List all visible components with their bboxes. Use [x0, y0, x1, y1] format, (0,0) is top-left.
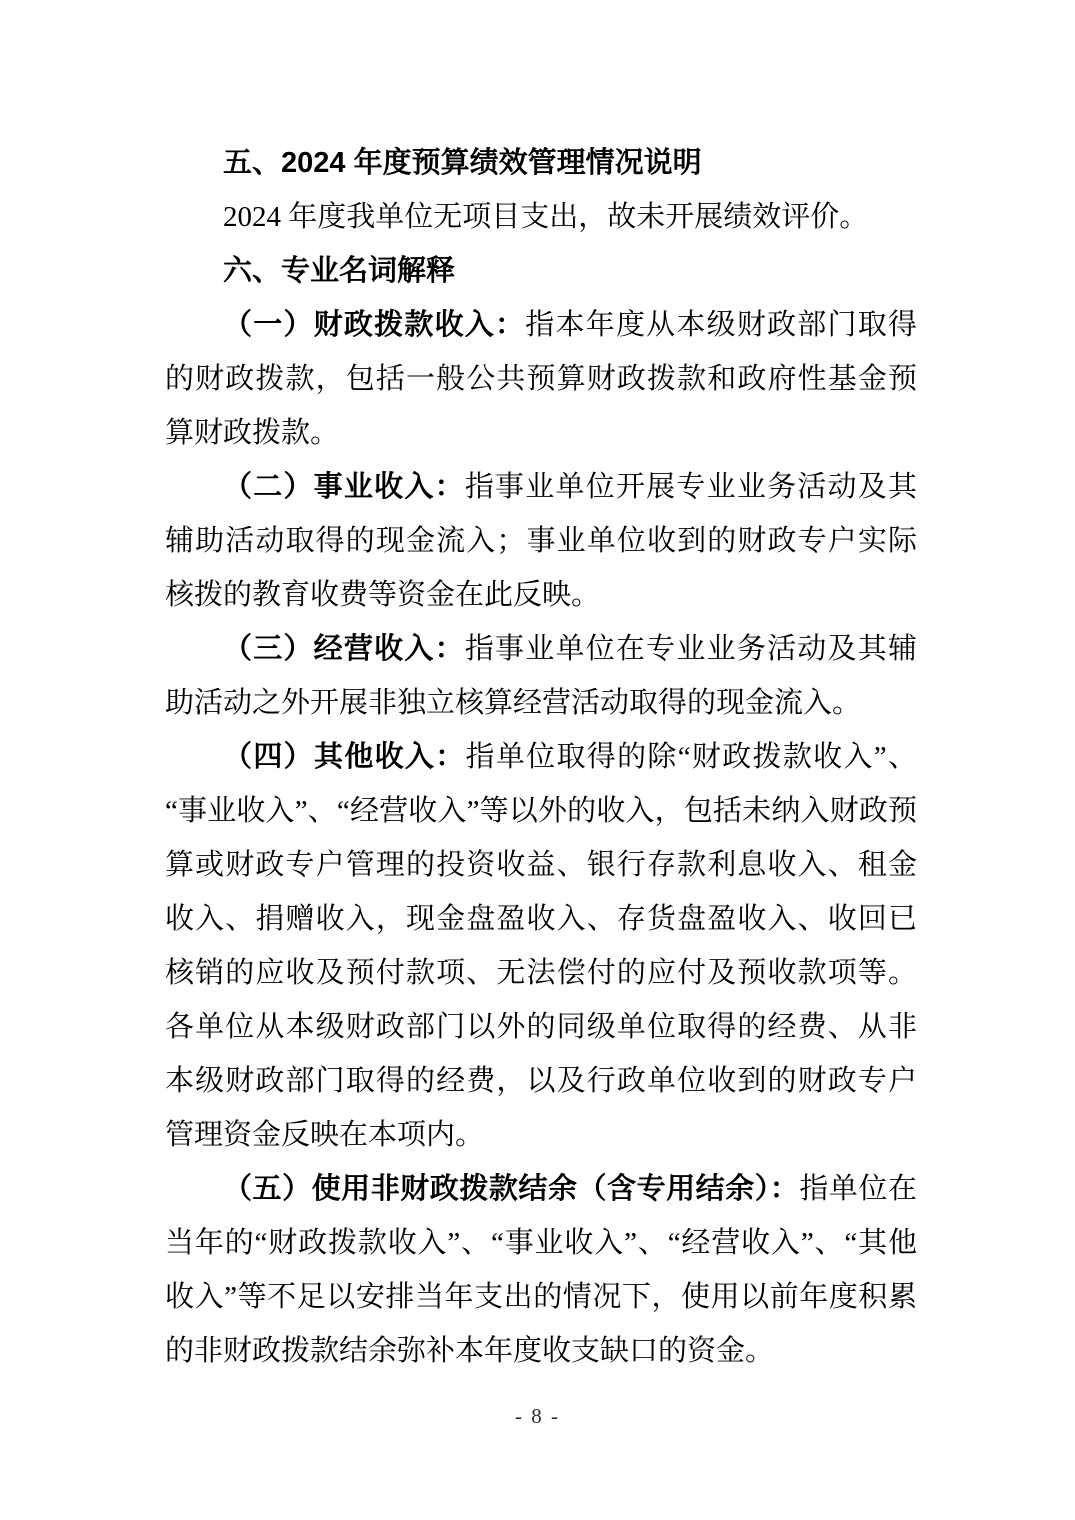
term-operating-service-income [165, 460, 917, 622]
term-non-fiscal-surplus [165, 1162, 917, 1378]
term-fiscal-appropriation-income-title: （一）财政拨款收入： [223, 309, 526, 341]
paragraph-performance-note: 2024 年度我单位无项目支出，故未开展绩效评价。 [223, 201, 869, 233]
section-heading-glossary: 六、专业名词解释 [223, 255, 456, 287]
document-body [165, 136, 917, 1378]
term-business-income [165, 622, 917, 730]
page-number: - 8 - [515, 1404, 560, 1428]
term-fiscal-appropriation-income [165, 298, 917, 460]
section-heading-performance: 五、2024 年度预算绩效管理情况说明 [223, 147, 702, 179]
term-business-income-title: （三）经营收入： [223, 633, 465, 665]
term-other-income-title: （四）其他收入： [223, 741, 466, 773]
term-business-income-definition: 指事业单位在专业业务活动及其辅助活动之外开展非独立核算经营活动取得的现金流入。 [165, 633, 917, 719]
term-fiscal-appropriation-income-definition: 指本年度从本级财政部门取得的财政拨款，包括一般公共预算财政拨款和政府性基金预算财政拨款。 [165, 309, 917, 449]
term-non-fiscal-surplus-definition: 指单位在当年的“财政拨款收入”、“事业收入”、“经营收入”、“其他收入”等不足以安排当年支出的情况下，使用以前年度积累的非财政拨款结余弥补本年度收支缺口的资金。 [165, 1173, 917, 1367]
term-other-income [165, 730, 917, 1162]
term-operating-service-income-title: （二）事业收入： [223, 471, 465, 503]
term-operating-service-income-definition: 指事业单位开展专业业务活动及其辅助活动取得的现金流入；事业单位收到的财政专户实际核拨的教育收费等资金在此反映。 [165, 471, 917, 611]
term-other-income-definition: 指单位取得的除“财政拨款收入”、“事业收入”、“经营收入”等以外的收入，包括未纳入财政预算或财政专户管理的投资收益、银行存款利息收入、租金收入、捐赠收入，现金盘盈收入、存货盘盈收入、收回已核销的应收及预付款项、无法偿付的应付及预收款项等。各单位从本级财政部门以外的同级单位取得的经费、从非本级财政部门取得的经费，以及行政单位收到的财政专户管理资金反映在本项内。 [165, 741, 917, 1151]
term-non-fiscal-surplus-title: （五）使用非财政拨款结余（含专用结余）： [223, 1173, 800, 1205]
